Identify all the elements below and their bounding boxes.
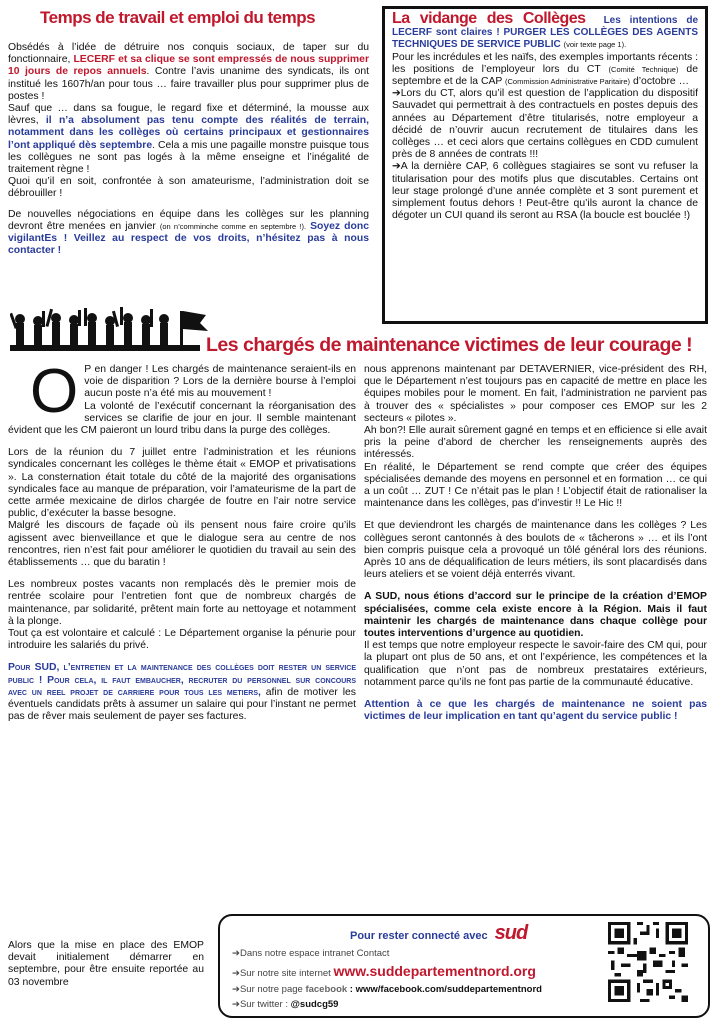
- c1-p2: La volonté de l’exécutif concernant la réorganisation des services se clarifie de jour en jour. Il semble maintenant évident que les CM paieront un lourd tribu dans la purge des collèges.: [8, 400, 356, 437]
- contact-l3: ➔Sur notre page facebook : www/facebook.com/suddepartementnord: [232, 984, 542, 995]
- qr-code[interactable]: [608, 922, 688, 1002]
- c2-p7: Attention à ce que les chargés de maintenance ne soient pas victimes de leur implication en tant qu’agent du service public !: [364, 699, 707, 723]
- contact-l1: ➔Dans notre espace intranet Contact: [232, 948, 390, 959]
- contact-box: [218, 914, 710, 1018]
- c1-p1: P en danger ! Les chargés de maintenance seraient-ils en voie de disparition ? Lors de la dernière bourse à l’emploi aucun poste n’a été mis au mouvement !: [84, 364, 356, 400]
- c1-p6: Tout ça est volontaire et calculé : Le Département organise la pénurie pour introduire les salariés du privé.: [8, 628, 356, 652]
- c1-p4: Malgré les discours de façade où ils pensent nous faire croire qu’ils agissent avec bienveillance et que le dialogue sera au centre de nos rencontres, rien n’est fait pour améliorer le quotidien du travail au sein des établissements … que du baratin !: [8, 520, 356, 569]
- right-box: [382, 6, 708, 324]
- c1-p8-wrap: [8, 940, 204, 989]
- c2-p2: Ah bon?! Elle aurait sûrement gagné en temps et en efficience si elle avait pris la peine d’abord de chercher les renseignements auprès des intéressés.: [364, 425, 707, 461]
- contact-l2: ➔Sur notre site internet www.suddepartementnord.org: [232, 963, 536, 979]
- right-box-p3: ➔A la dernière CAP, 6 collègues stagiaires se sont vu refuser la titularisation pour des motifs plus que discutables. Certains ont leur stage prolongé d’une année complète et 3 sont purement et simplement foutus dehors ! Peut-être qu’ils auront la chance de dégoter un CUI quand ils seront au RSA (la boucle est bouclée !): [392, 161, 698, 222]
- c2-p3: En réalité, le Département se rend compte que créer des équipes spécialisées demande des moyens en personnel et en formation … ce qui a un coût … ZUT ! Ce n’était pas le plan ! L’objectif était de rationaliser la maintenance dans les collèges, pas d’investir !! Le Hic !!: [364, 461, 707, 510]
- twitter-link[interactable]: @sudcg59: [290, 999, 339, 1010]
- right-box-p1: Pour les incrédules et les naïfs, des exemples importants récents : les positions de l’employeur lors du CT (Comité Technique) de septembre et de la CAP (Commission Administrative Paritaire) d’octobre …: [392, 51, 698, 88]
- protest-crowd-illustration: [10, 305, 210, 357]
- sud-logo: sud: [494, 922, 528, 944]
- left-article-title: Temps de travail et emploi du temps: [40, 8, 316, 27]
- right-box-p2: ➔Lors du CT, alors qu’il est question de l’application du dispositif Sauvadet qui permettrait à des contractuels en postes depuis des années au Département d’être titularisés, notre employeur a décidé de n’ouvrir aucun recrutement de titulaires dans les collèges … et ceci alors que certains collègues en CDD cumulent près de 8 années de contrats !!!: [392, 88, 698, 161]
- website-link[interactable]: www.suddepartementnord.org: [333, 963, 536, 979]
- main-article-title: Les chargés de maintenance victimes de leur courage !: [206, 334, 693, 356]
- contact-title-row: [350, 922, 527, 945]
- contact-title: Pour rester connecté avec: [350, 930, 488, 942]
- left-p4: De nouvelles négociations en équipe dans les collèges sur les planning devront être menées en janvier (on n’comminche comme en septembre !). Soyez donc vigilantEs ! Veillez au respect de vos droits, n’hésitez pas à nous contacter !: [8, 208, 369, 257]
- left-p1: Obsédés à l’idée de détruire nos conquis sociaux, de taper sur du fonctionnaire, LECERF et sa clique se sont empressés de nous supprimer 10 jours de repos annuels. Contre l’avis unanime des syndicats, ils ont institué les 1607h/an pour tous … faire travailler plus pour supprimer plus de postes !: [8, 42, 369, 102]
- right-box-intro: La vidange des Collèges Les intentions de LECERF sont claires ! PURGER LES COLLÈGES DES AGENTS TECHNIQUES DE SERVICE PUBLIC (voir texte page 1).: [392, 10, 699, 51]
- facebook-link[interactable]: : www/facebook.com/suddepartementnord: [347, 984, 542, 995]
- c2-p5: A SUD, nous étions d’accord sur le principe de la création d’EMOP spécialisées, comme cela existe encore à la Région. Mais il faut maintenir les chargés de maintenance dans chaque collège pour toutes interventions d’urgence au quotidien.: [364, 591, 707, 640]
- contact-l4: ➔Sur twitter : @sudcg59: [232, 999, 339, 1010]
- main-column-2: [364, 364, 707, 723]
- left-p2: Sauf que … dans sa fougue, le regard fixe et déterminé, la mousse aux lèvres, il n’a absolument pas tenu compte des réalités de terrain, notamment dans les collèges où certains principaux et gestionnaires l’ont appliqué dès septembre. Cela a mis une pagaille monstre puisque tous les collègues ne sont pas logés à la même enseigne et l’inégalité de traitement règne !: [8, 103, 369, 176]
- c1-p5: Les nombreux postes vacants non remplacés dès le premier mois de rentrée scolaire pour l’entretien font que de nombreux chargés de maintenance, par solidarité, prêtent main forte au nettoyage et notamment à la plonge.: [8, 579, 356, 627]
- c1-p3: Lors de la réunion du 7 juillet entre l’administration et les réunions syndicales concernant les collèges le thème était « EMOP et privatisations ». La consternation était totale du côté de la majorité des organisations syndicales face au manque de préparation, voir l’amateurisme de la part de cette armée mexicaine de dirlos chargée de foutre en l’air notre service public, d’exécuter la basse besogne.: [8, 447, 356, 520]
- right-box-title: La vidange des Collèges: [392, 10, 586, 27]
- c1-p7: Pour SUD, l’entretien et la maintenance des collèges doit rester un service public ! Pour cela, il faut embaucher, recruter du personnel sur concours avec un reel projet de carriere pour tous les metiers, afin de motiver les éventuels candidats prêts à assumer un salaire qui pour l’instant ne permet pas de rêver mais seulement de payer ses factures.: [8, 662, 356, 723]
- dropcap: O: [30, 357, 79, 426]
- c2-p4: Et que deviendront les chargés de maintenance dans les collèges ? Les collègues seront cantonnés à des boulots de « tâcherons » … et ils l’ont bien compris puisque cela a provoqué un tôlé général lors des réunions. Après 10 ans de déqualification de leurs métiers, ils sont placardisés dans leurs ateliers et se voient déjà enterrés vivant.: [364, 520, 707, 581]
- c1-p8: Alors que la mise en place des EMOP devait initialement démarrer en septembre, pour être ensuite reportée au 03 novembre: [8, 940, 204, 988]
- c2-p6: Il est temps que notre employeur respecte le savoir-faire des CM qui, pour la plupart ont plus de 50 ans, et ont l’expérience, les compétences et la qualification que n’ont pas de nombreux prestataires extérieurs, notamment parce qu’ils ne font pas partie de la communauté éducative.: [364, 640, 707, 688]
- c2-p1: nous apprenons maintenant par DETAVERNIER, vice-président des RH, que le Département n’est toujours pas en capacité de mettre en place les équipes mobiles pour le moment. En fait, l’administration ne parvient pas à trouver des « spécialistes » pour composer ces EMOP sur les 2 secteurs « pilotes ».: [364, 364, 707, 424]
- facebook-wordmark: facebook: [305, 984, 348, 995]
- left-p3: Quoi qu’il en soit, confrontée à son amateurisme, l’administration doit se débrouiller !: [8, 176, 369, 200]
- main-column-1: [8, 357, 356, 723]
- left-article-body: [8, 42, 369, 257]
